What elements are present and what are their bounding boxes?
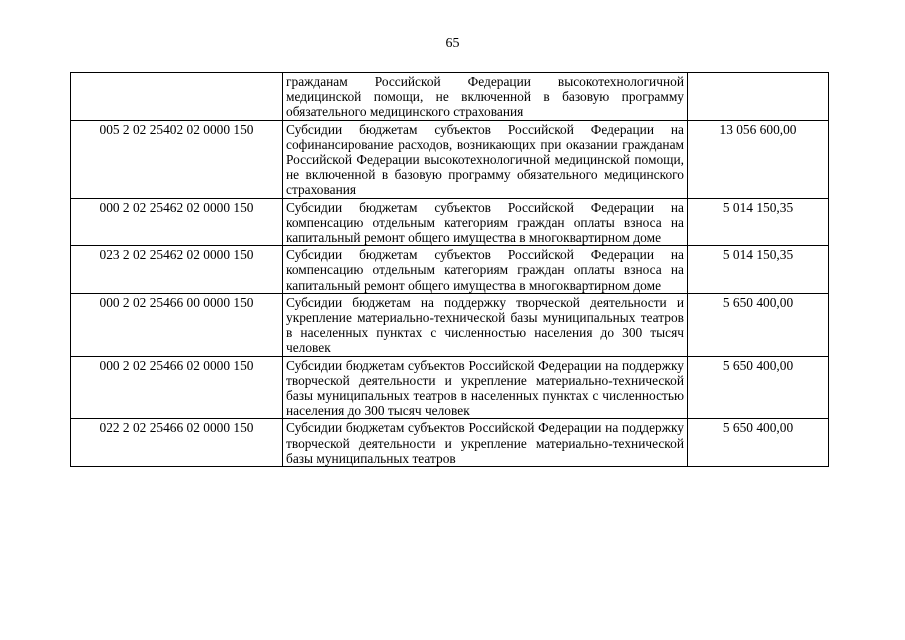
description-cell: Субсидии бюджетам субъектов Российской Федерации на поддержку творческой деятельности и укрепление материально-технической базы муниципальных театров: [283, 419, 688, 467]
amount-cell: 5 014 150,35: [688, 198, 829, 246]
amount-cell: 13 056 600,00: [688, 120, 829, 198]
amount-cell: 5 650 400,00: [688, 293, 829, 356]
budget-code-cell: 000 2 02 25466 02 0000 150: [71, 356, 283, 419]
budget-table-body: [71, 73, 829, 467]
amount-cell: 5 650 400,00: [688, 356, 829, 419]
table-row: [71, 356, 829, 419]
table-row: [71, 419, 829, 467]
description-cell: Субсидии бюджетам субъектов Российской Федерации на поддержку творческой деятельности и укрепление материально-технической базы муниципальных театров в населенных пунктах с численностью населения до 300 тысяч человек: [283, 356, 688, 419]
table-row: [71, 293, 829, 356]
amount-cell: [688, 73, 829, 121]
description-cell: Субсидии бюджетам субъектов Российской Федерации на компенсацию отдельным категориям граждан оплаты взноса на капитальный ремонт общего имущества в многоквартирном доме: [283, 246, 688, 294]
table-row: [71, 120, 829, 198]
page-number: 65: [445, 36, 460, 51]
description-cell: Субсидии бюджетам субъектов Российской Федерации на софинансирование расходов, возникающих при оказании гражданам Российской Федерации высокотехнологичной медицинской помощи, не включенной в базовую программу обязательного медицинского страхования: [283, 120, 688, 198]
budget-code-cell: 023 2 02 25462 02 0000 150: [71, 246, 283, 294]
table-row: [71, 73, 829, 121]
amount-cell: 5 650 400,00: [688, 419, 829, 467]
amount-cell: 5 014 150,35: [688, 246, 829, 294]
description-cell: Субсидии бюджетам субъектов Российской Федерации на компенсацию отдельным категориям граждан оплаты взноса на капитальный ремонт общего имущества в многоквартирном доме: [283, 198, 688, 246]
description-cell: гражданам Российской Федерации высокотехнологичной медицинской помощи, не включенной в базовую программу обязательного медицинского страхования: [283, 73, 688, 121]
budget-code-cell: 022 2 02 25466 02 0000 150: [71, 419, 283, 467]
description-cell: Субсидии бюджетам на поддержку творческой деятельности и укрепление материально-технической базы муниципальных театров в населенных пунктах с численностью населения до 300 тысяч человек: [283, 293, 688, 356]
budget-code-cell: 005 2 02 25402 02 0000 150: [71, 120, 283, 198]
budget-code-cell: 000 2 02 25466 00 0000 150: [71, 293, 283, 356]
budget-table: [70, 72, 829, 467]
table-row: [71, 246, 829, 294]
budget-code-cell: 000 2 02 25462 02 0000 150: [71, 198, 283, 246]
table-row: [71, 198, 829, 246]
budget-code-cell: [71, 73, 283, 121]
